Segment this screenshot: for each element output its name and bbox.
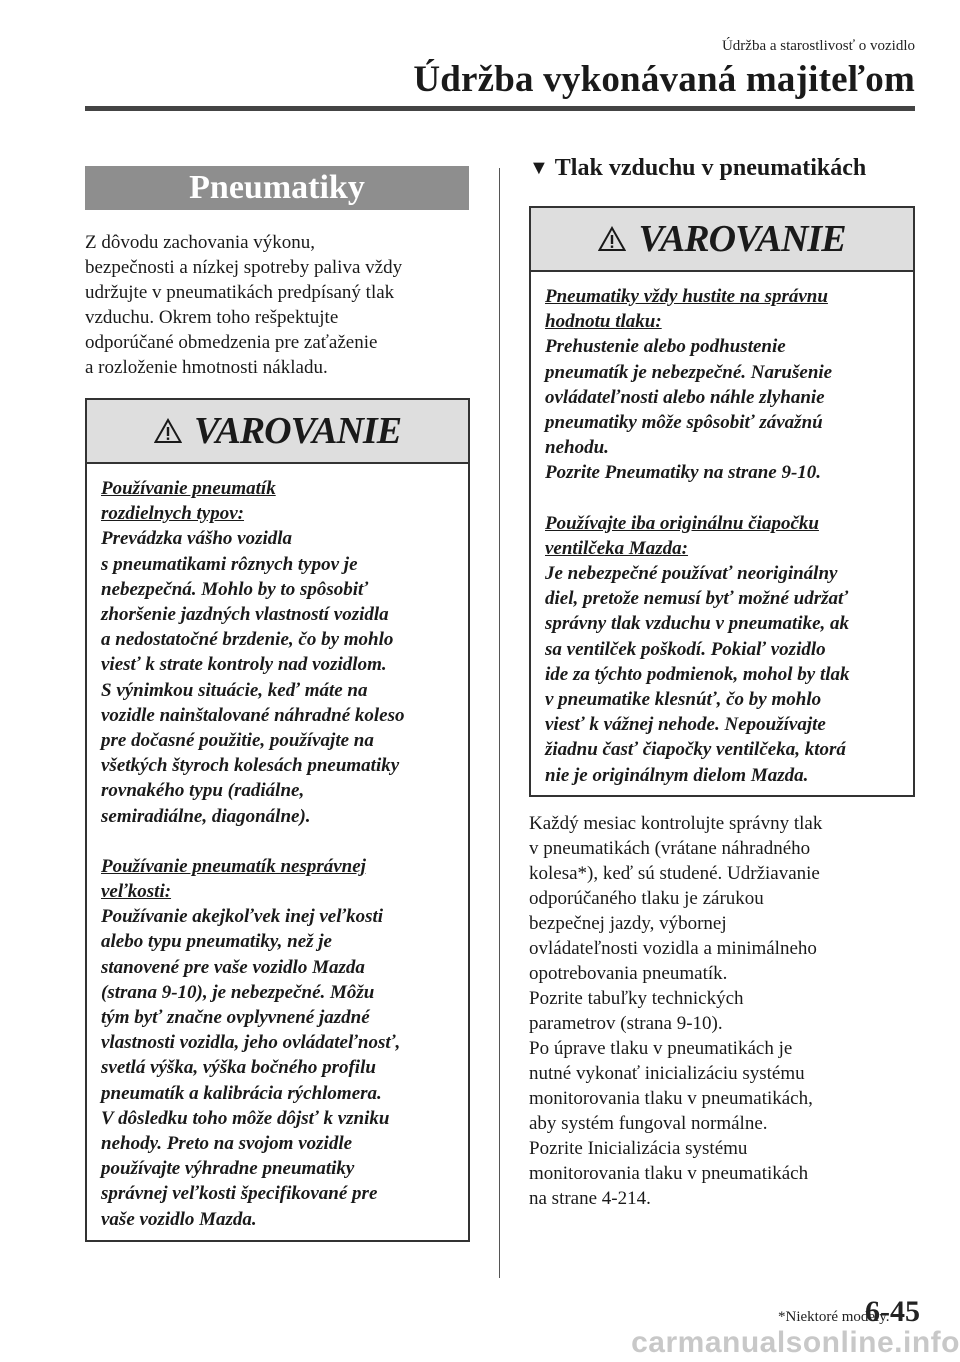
- warning-item-text: Prehustenie alebo podhustenie pneumatík je nebezpečné. Narušenie ovládateľnosti alebo náhle zlyhanie pneumatiky môže spôsobiť závažnú nehodu. Pozrite Pneumatiky na strane 9-10.: [545, 336, 833, 484]
- warning-item-title: Používanie pneumatík rozdielnych typov:: [101, 478, 276, 525]
- warning-item-text: Prevádzka vášho vozidla s pneumatikami rôznych typov je nebezpečná. Mohlo by to spôsobiť zhoršenie jazdných vlastností vozidla a nedostatočné brzdenie, čo by mohlo viesť k strate kontroly nad vozidlom. S výnimkou situácie, keď máte na vozidle nainštalované náhradné koleso pre dočasné použitie, používajte na všetkých štyroch kolesách pneumatiky rovnakého typu (radiálne, semiradiálne, diagonálne).: [101, 528, 405, 827]
- warning-body: [87, 464, 468, 1242]
- warning-item-text: Používanie akejkoľvek inej veľkosti alebo typu pneumatiky, než je stanovené pre vaše vozidlo Mazda (strana 9-10), je nebezpečné. Môžu tým byť značne ovplyvnené jazdné vlastnosti vozidla, jeho ovládateľnosť, svetlá výška, výška bočného profilu pneumatík a kalibrácia rýchlomera. V dôsledku toho môže dôjsť k vzniku nehody. Preto na svojom vozidle používajte výhradne pneumatiky správnej veľkosti špecifikované pre vaše vozidlo Mazda.: [101, 906, 401, 1230]
- intro-paragraph: Z dôvodu zachovania výkonu, bezpečnosti a nízkej spotreby paliva vždy udržujte v pneumatikách predpísaný tlak vzduchu. Okrem toho rešpektujte odporúčané obmedzenia pre zaťaženie a rozloženie hmotnosti nákladu.: [85, 232, 403, 378]
- warning-item: [545, 284, 903, 486]
- chapter-title: Údržba vykonávaná majiteľom: [413, 59, 915, 100]
- watermark: carmanualsonline.info: [631, 1326, 960, 1359]
- section-banner: Pneumatiky: [85, 166, 469, 210]
- column-divider: [499, 168, 500, 1278]
- warning-triangle-icon: [154, 418, 182, 444]
- warning-label: VAROVANIE: [638, 218, 846, 260]
- warning-box-tire-types: [85, 398, 470, 1242]
- subheading-text: Tlak vzduchu v pneumatikách: [554, 155, 867, 181]
- warning-item: [101, 854, 458, 1232]
- warning-label: VAROVANIE: [193, 410, 402, 452]
- footnote: *Niektoré modely.: [778, 1309, 890, 1325]
- warning-triangle-icon: [598, 226, 626, 252]
- warning-item-title: Používajte iba originálnu čiapočku ventilčeka Mazda:: [545, 512, 819, 559]
- running-head: Údržba a starostlivosť o vozidlo: [721, 38, 915, 54]
- warning-header: [531, 208, 913, 272]
- down-triangle-marker: ▼: [529, 157, 549, 179]
- page-number: 6-45: [865, 1295, 920, 1328]
- warning-item-title: Používanie pneumatík nesprávnej veľkosti:: [101, 855, 366, 903]
- warning-box-tire-pressure: [529, 206, 915, 797]
- warning-item-title: Pneumatiky vždy hustite na správnu hodnotu tlaku:: [545, 286, 828, 333]
- warning-body: [531, 272, 913, 798]
- warning-item: [545, 511, 903, 788]
- warning-item: [101, 476, 458, 829]
- subheading: [529, 155, 866, 182]
- warning-item-text: Je nebezpečné používať neoriginálny diel, pretože nemusí byť možné udržať správny tlak vzduchu v pneumatike, ak sa ventilček poškodí. Pokiaľ vozidlo ide za týchto podmienok, mohol by tlak v pneumatike klesnúť, čo by mohlo viesť k vážnej nehode. Nepoužívajte žiadnu časť čiapočky ventilčeka, ktorá nie je originálnym dielom Mazda.: [545, 563, 850, 786]
- header-rule: [85, 106, 915, 111]
- body-paragraph: Každý mesiac kontrolujte správny tlak v pneumatikách (vrátane náhradného kolesa*), keď sú studené. Udržiavanie odporúčaného tlaku je zárukou bezpečnej jazdy, výbornej ovládateľnosti vozidla a minimálneho opotrebovania pneumatík. Pozrite tabuľky technických parametrov (strana 9-10). Po úprave tlaku v pneumatikách je nutné vykonať inicializáciu systému monitorovania tlaku v pneumatikách, aby systém fungoval normálne. Pozrite Inicializácia systému monitorovania tlaku v pneumatikách na strane 4-214.: [529, 813, 823, 1209]
- warning-header: [87, 400, 468, 464]
